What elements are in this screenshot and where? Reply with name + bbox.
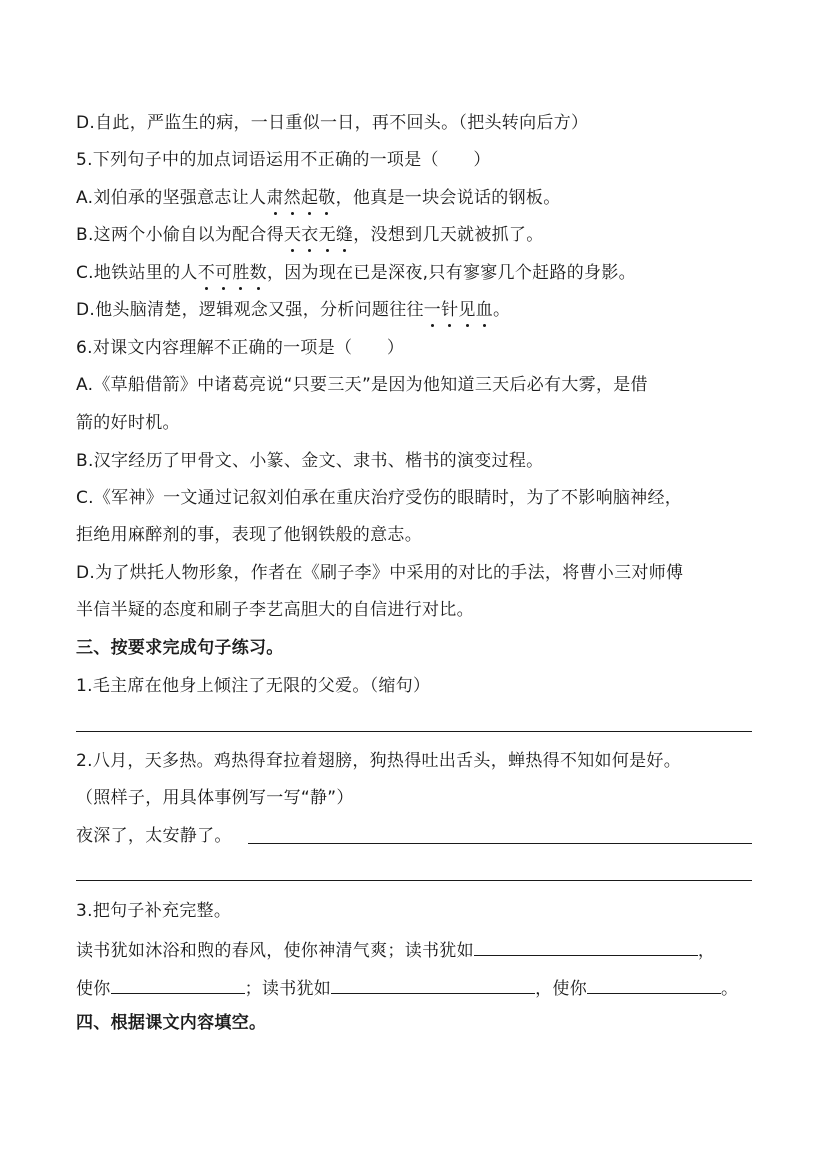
section4-title: 四、根据课文内容填空。	[76, 1013, 267, 1033]
q6-option-a-line1: A.《草船借箭》中诸葛亮说“只要三天”是因为他知道三天后必有大雾，是借	[76, 375, 648, 395]
emphasis-char: 起	[300, 188, 319, 208]
emphasis-char: 天	[283, 225, 302, 245]
section3-title: 三、按要求完成句子练习。	[76, 638, 284, 658]
emphasis-char: 血	[475, 300, 494, 320]
fill-in-blank[interactable]	[111, 975, 245, 994]
q6-option-c-line2: 拒绝用麻醉剂的事，表现了他钢铁般的意志。	[76, 525, 422, 545]
emphasis-char: 数	[249, 263, 267, 283]
emphasis-char: 衣	[301, 225, 319, 245]
s3-q2-prompt: 夜深了，太安静了。	[76, 826, 232, 846]
q6-option-b: B.汉字经历了甲骨文、小篆、金文、隶书、楷书的演变过程。	[76, 451, 544, 471]
emphasis-char: 不	[197, 263, 215, 283]
s3-q3-line2: 使你 ；读书犹如 ，使你 。	[76, 975, 756, 1000]
q6-option-d-line1: D.为了烘托人物形象，作者在《刷子李》中采用的对比的手法，将曹小三对师傅	[76, 563, 684, 583]
emphasis-char: 见	[458, 300, 476, 320]
q6-stem: 6.对课文内容理解不正确的一项是（ ）	[76, 338, 405, 358]
q5-option-a: A.刘伯承的坚强意志让人肃然起敬，他真是一块会说话的钢板。	[76, 188, 561, 208]
s3-q3-line1: 读书犹如沐浴和煦的春风，使你神清气爽；读书犹如 ，	[76, 937, 756, 962]
q5-option-d: D.他头脑清楚，逻辑观念又强，分析问题往往一针见血。	[76, 300, 511, 320]
answer-line[interactable]	[76, 731, 752, 732]
answer-line[interactable]	[76, 880, 752, 881]
emphasis-char: 缝	[335, 225, 354, 245]
q6-option-a-line2: 箭的好时机。	[76, 413, 180, 433]
fill-in-blank[interactable]	[474, 937, 698, 956]
emphasis-char: 然	[283, 188, 301, 208]
fill-in-blank[interactable]	[331, 975, 535, 994]
emphasis-char: 针	[441, 300, 459, 320]
emphasis-char: 胜	[232, 263, 250, 283]
emphasis-char: 一	[423, 300, 442, 320]
emphasis-char: 无	[318, 225, 336, 245]
s3-q2-line1: 2.八月，天多热。鸡热得耷拉着翅膀，狗热得吐出舌头，蝉热得不知如何是好。	[76, 751, 682, 771]
emphasis-char: 可	[215, 263, 233, 283]
q6-option-d-line2: 半信半疑的态度和刷子李艺高胆大的自信进行对比。	[76, 600, 474, 620]
emphasis-char: 敬	[318, 188, 336, 208]
q5-stem: 5.下列句子中的加点词语运用不正确的一项是（ ）	[76, 150, 491, 170]
s3-q3-stem: 3.把句子补充完整。	[76, 901, 232, 921]
q4-option-d: D.自此，严监生的病，一日重似一日，再不回头。（把头转向后方）	[76, 113, 589, 133]
q6-option-c-line1: C.《军神》一文通过记叙刘伯承在重庆治疗受伤的眼睛时，为了不影响脑神经，	[76, 488, 683, 508]
fill-in-blank[interactable]	[587, 975, 721, 994]
s3-q2-line2: （照样子，用具体事例写一写“静”）	[76, 788, 354, 808]
s3-q1: 1.毛主席在他身上倾注了无限的父爱。（缩句）	[76, 676, 431, 696]
emphasis-char: 肃	[266, 188, 284, 208]
answer-line[interactable]	[248, 843, 752, 844]
q5-option-b: B.这两个小偷自以为配合得天衣无缝，没想到几天就被抓了。	[76, 225, 544, 245]
q5-option-c: C.地铁站里的人不可胜数，因为现在已是深夜,只有寥寥几个赶路的身影。	[76, 263, 636, 283]
